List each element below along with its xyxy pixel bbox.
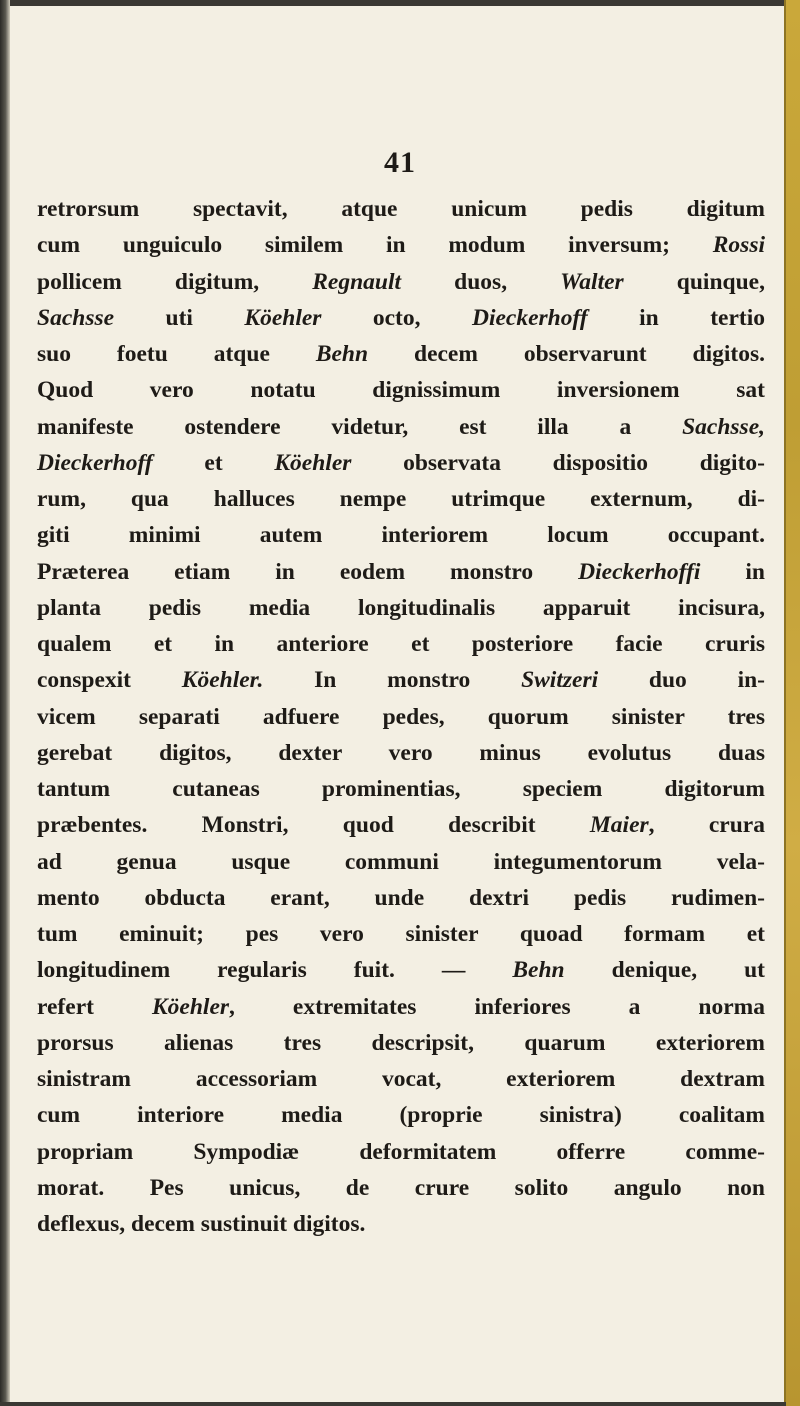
text-line: [37, 481, 765, 517]
author-name: Behn: [315, 341, 369, 367]
text-line: [37, 771, 765, 807]
text-line: [37, 227, 765, 263]
text-segment: et: [152, 449, 275, 476]
author-name: Köehler: [151, 993, 230, 1020]
author-name: Köehler.: [181, 667, 264, 694]
page-left-edge: [0, 0, 10, 1406]
page-bottom-edge: [0, 1402, 786, 1406]
text-line: [37, 1097, 765, 1133]
page-number: 41: [384, 146, 416, 179]
author-name: Rossi: [712, 232, 765, 259]
author-name: Köehler: [244, 304, 322, 331]
author-name: Sachsse: [37, 304, 115, 331]
text-line: [37, 662, 765, 698]
text-line: [37, 1134, 765, 1170]
text-segment: octo,: [321, 304, 472, 331]
text-segment: cum interiore media (proprie sinistra) coalitam: [37, 1102, 765, 1129]
text-line: [37, 880, 765, 916]
text-segment: Quod vero notatu dignissimum inversionem sat: [37, 377, 765, 404]
page-top-edge: [0, 0, 800, 6]
text-segment: conspexit: [37, 667, 182, 694]
text-segment: deflexus, decem sustinuit digitos.: [37, 1211, 366, 1237]
text-segment: giti minimi autem interiorem locum occupant.: [37, 522, 765, 549]
text-segment: uti: [114, 304, 245, 331]
author-name: Walter: [560, 268, 624, 295]
text-segment: tantum cutaneas prominentias, speciem digitorum: [37, 776, 765, 802]
text-line: [37, 590, 765, 626]
text-line: [37, 517, 765, 553]
text-line: [37, 554, 765, 590]
text-line: [37, 989, 765, 1025]
text-segment: , crura: [648, 812, 765, 839]
body-text: [37, 191, 765, 1242]
text-segment: ad genua usque communi integumentorum vela-: [37, 848, 765, 875]
text-line: [37, 191, 765, 227]
author-name: Köehler: [274, 449, 352, 476]
author-name: Dieckerhoff: [37, 449, 153, 476]
text-line: [37, 807, 765, 843]
text-segment: observata dispositio digito-: [351, 449, 765, 476]
text-line: [37, 1206, 765, 1242]
text-segment: longitudinem regularis fuit. —: [37, 957, 513, 984]
book-binding-edge: [784, 0, 800, 1406]
text-segment: in: [700, 558, 765, 585]
author-name: Sachsse,: [682, 413, 765, 440]
text-line: [37, 1025, 765, 1061]
text-segment: tum eminuit; pes vero sinister quoad formam et: [37, 921, 765, 947]
text-segment: vicem separati adfuere pedes, quorum sinister tres: [37, 703, 765, 730]
text-line: [37, 626, 765, 662]
author-name: Maier: [589, 812, 649, 839]
text-line: [37, 336, 765, 372]
text-segment: suo foetu atque: [37, 341, 316, 367]
text-segment: cum unguiculo similem in modum inversum;: [37, 232, 713, 259]
text-line: [37, 300, 765, 336]
text-line: [37, 1170, 765, 1206]
author-name: Switzeri: [521, 667, 599, 694]
author-name: Dieckerhoffi: [578, 558, 701, 585]
text-line: [37, 372, 765, 408]
author-name: Behn: [512, 957, 565, 984]
text-segment: denique, ut: [564, 957, 765, 984]
text-segment: planta pedis media longitudinalis apparuit incisura,: [37, 594, 765, 621]
text-segment: , extremitates inferiores a norma: [229, 993, 765, 1020]
text-line: [37, 699, 765, 735]
text-line: [37, 844, 765, 880]
text-segment: decem observarunt digitos.: [368, 341, 765, 367]
text-segment: sinistram accessoriam vocat, exteriorem dextram: [37, 1066, 765, 1092]
text-segment: rum, qua halluces nempe utrimque externum, di-: [37, 486, 765, 512]
text-segment: In monstro: [263, 667, 522, 694]
text-segment: morat. Pes unicus, de crure solito angulo non: [37, 1174, 765, 1201]
text-segment: manifeste ostendere videtur, est illa a: [37, 413, 683, 440]
text-segment: propriam Sympodiæ deformitatem offerre comme-: [37, 1138, 765, 1165]
text-line: [37, 264, 765, 300]
text-line: [37, 916, 765, 952]
author-name: Regnault: [312, 268, 402, 295]
text-line: [37, 445, 765, 481]
text-segment: pollicem digitum,: [37, 268, 313, 295]
text-line: [37, 735, 765, 771]
text-segment: mento obducta erant, unde dextri pedis rudimen-: [37, 884, 765, 911]
text-segment: quinque,: [623, 268, 765, 295]
text-segment: prorsus alienas tres descripsit, quarum exteriorem: [37, 1029, 765, 1056]
text-segment: gerebat digitos, dexter vero minus evolutus duas: [37, 739, 765, 766]
author-name: Dieckerhoff: [471, 304, 588, 331]
text-line: [37, 409, 765, 445]
text-segment: in tertio: [587, 304, 765, 331]
text-segment: duos,: [401, 268, 561, 295]
text-segment: præbentes. Monstri, quod describit: [37, 812, 590, 839]
text-segment: refert: [37, 993, 152, 1020]
text-segment: retrorsum spectavit, atque unicum pedis digitum: [37, 196, 765, 222]
text-segment: duo in-: [598, 667, 765, 694]
text-line: [37, 1061, 765, 1097]
text-segment: Præterea etiam in eodem monstro: [37, 558, 579, 585]
text-line: [37, 952, 765, 988]
text-segment: qualem et in anteriore et posteriore facie cruris: [37, 631, 765, 657]
